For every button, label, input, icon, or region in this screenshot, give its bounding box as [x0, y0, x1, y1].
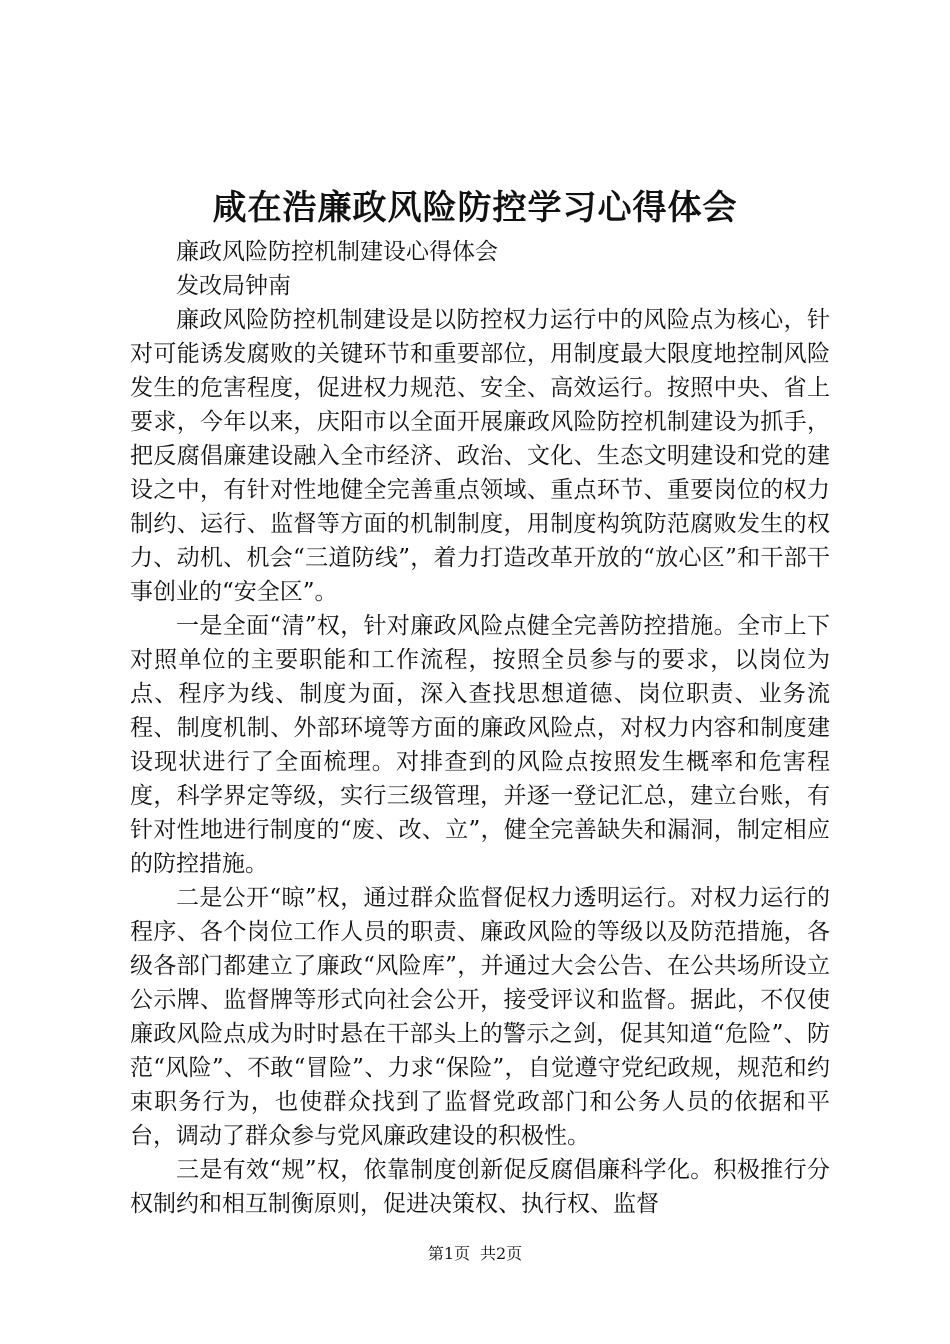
page-footer — [0, 1243, 950, 1265]
document-body — [130, 235, 830, 1221]
body-paragraph-two: 二是公开“晾”权，通过群众监督促权力透明运行。对权力运行的程序、各个岗位工作人员的职责、廉政风险的等级以及防范措施，各级各部门都建立了廉政“风险库”，并通过大会公告、在公共场所设立公示牌、监督牌等形式向社会公开，接受评议和监督。据此，不仅使廉政风险点成为时时悬在干部头上的警示之剑，促其知道“危险”、防范“风险”、不敢“冒险”、力求“保险”，自觉遵守党纪政规，规范和约束职务行为，也使群众找到了监督党政部门和公务人员的依据和平台，调动了群众参与党风廉政建设的积极性。 — [130, 885, 830, 1149]
author-paragraph: 发改局钟南 — [176, 273, 291, 299]
body-paragraph-three: 三是有效“规”权，依靠制度创新促反腐倡廉科学化。积极推行分权制约和相互制衡原则，促进决策权、执行权、监督 — [130, 1157, 830, 1217]
page-number: 第1页 — [427, 1244, 470, 1263]
page-total: 共2页 — [480, 1244, 523, 1263]
page-title: 咸在浩廉政风险防控学习心得体会 — [212, 188, 738, 228]
body-paragraph-one: 一是全面“清”权，针对廉政风险点健全完善防控措施。全市上下对照单位的主要职能和工作流程，按照全员参与的要求，以岗位为点、程序为线、制度为面，深入查找思想道德、岗位职责、业务流程、制度机制、外部环境等方面的廉政风险点，对权力内容和制度建设现状进行了全面梳理。对排查到的风险点按照发生概率和危害程度，科学界定等级，实行三级管理，并逐一登记汇总，建立台账，有针对性地进行制度的“废、改、立”，健全完善缺失和漏洞，制定相应的防控措施。 — [130, 613, 830, 877]
body-paragraph-intro: 廉政风险防控机制建设是以防控权力运行中的风险点为核心，针对可能诱发腐败的关键环节和重要部位，用制度最大限度地控制风险发生的危害程度，促进权力规范、安全、高效运行。按照中央、省上要求，今年以来，庆阳市以全面开展廉政风险防控机制建设为抓手，把反腐倡廉建设融入全市经济、政治、文化、生态文明建设和党的建设之中，有针对性地健全完善重点领域、重点环节、重要岗位的权力制约、运行、监督等方面的机制制度，用制度构筑防范腐败发生的权力、动机、机会“三道防线”，着力打造改革开放的“放心区”和干部干事创业的“安全区”。 — [130, 307, 830, 605]
subtitle-paragraph: 廉政风险防控机制建设心得体会 — [176, 239, 498, 265]
